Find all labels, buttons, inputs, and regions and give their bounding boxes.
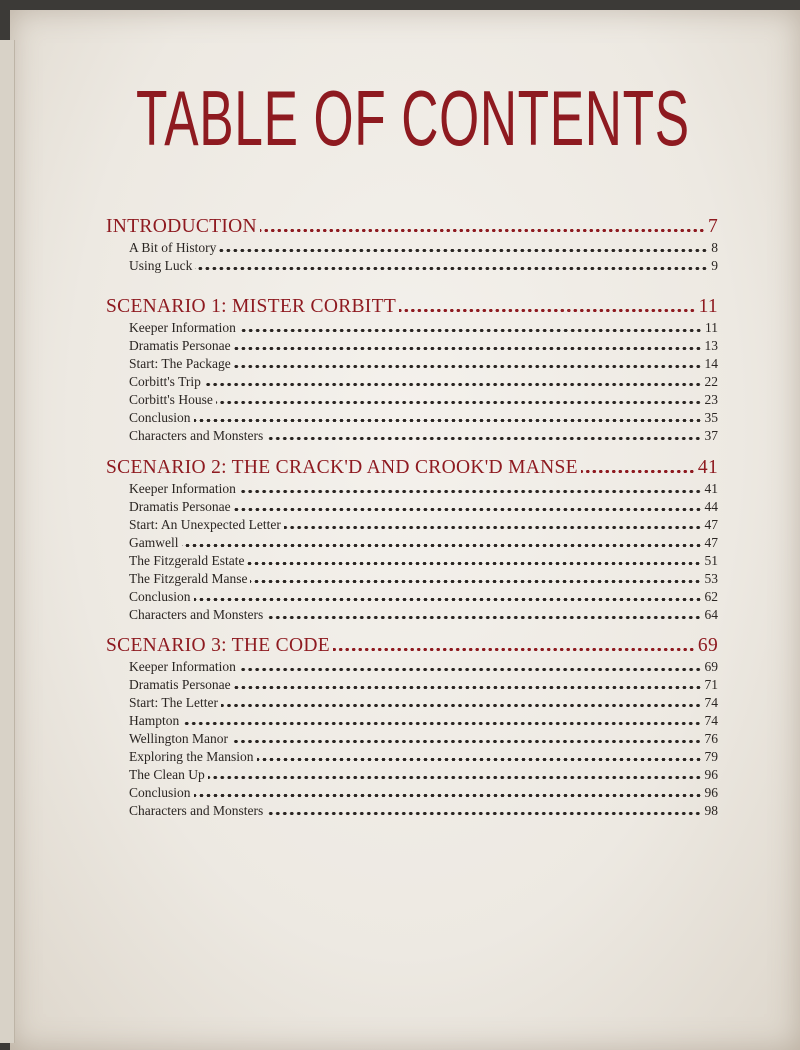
toc-section-heading[interactable] (106, 634, 718, 658)
entry-label: Characters and Monsters (129, 607, 264, 622)
dot-leader (195, 267, 708, 270)
entry-label: Characters and Monsters (129, 428, 264, 443)
entry-label: Dramatis Personae (129, 499, 231, 514)
page-number: 76 (704, 731, 718, 746)
section-title: SCENARIO 2: THE CRACK'D AND CROOK'D MANSE (106, 457, 578, 478)
toc-section (106, 295, 718, 445)
toc-entry[interactable] (106, 319, 718, 337)
page-number: 69 (704, 659, 718, 674)
toc-section (106, 634, 718, 820)
dot-leader (250, 580, 701, 583)
page-number: 22 (704, 374, 718, 389)
dot-leader (234, 347, 702, 350)
page-number: 71 (704, 677, 718, 692)
dot-leader (221, 704, 702, 707)
dot-leader (219, 249, 708, 252)
dot-leader (231, 740, 701, 743)
toc-entry[interactable] (106, 570, 718, 588)
toc-section-heading[interactable] (106, 456, 718, 480)
dot-leader (266, 616, 701, 619)
page-number: 47 (704, 517, 718, 532)
page-number: 62 (704, 589, 718, 604)
toc-entry[interactable] (106, 498, 718, 516)
dot-leader (333, 648, 695, 651)
toc-section (106, 215, 718, 275)
page-number: 44 (704, 499, 718, 514)
page-number: 96 (704, 767, 718, 782)
toc-entry[interactable] (106, 373, 718, 391)
entry-label: Conclusion (129, 410, 191, 425)
toc-entry[interactable] (106, 748, 718, 766)
entry-label: Start: The Package (129, 356, 231, 371)
page-number: 37 (704, 428, 718, 443)
toc-section (106, 456, 718, 624)
dot-leader (194, 598, 702, 601)
page-number: 11 (705, 320, 718, 335)
toc-section-heading[interactable] (106, 215, 718, 239)
toc-entry[interactable] (106, 694, 718, 712)
entry-label: Characters and Monsters (129, 803, 264, 818)
entry-label: Corbitt's Trip (129, 374, 201, 389)
toc-entry[interactable] (106, 409, 718, 427)
toc-entry[interactable] (106, 784, 718, 802)
dot-leader (234, 365, 702, 368)
page-number: 14 (704, 356, 718, 371)
page-number: 41 (704, 481, 718, 496)
entry-label: Dramatis Personae (129, 677, 231, 692)
page-number: 74 (704, 713, 718, 728)
entry-label: Keeper Information (129, 320, 236, 335)
toc-entry[interactable] (106, 355, 718, 373)
toc-entry[interactable] (106, 257, 718, 275)
page-number: 74 (704, 695, 718, 710)
page-number: 41 (697, 457, 718, 478)
page-number: 98 (704, 803, 718, 818)
entry-label: The Fitzgerald Manse (129, 571, 248, 586)
toc-entry[interactable] (106, 239, 718, 257)
toc-entry[interactable] (106, 802, 718, 820)
dot-leader (234, 508, 702, 511)
entry-label: Keeper Information (129, 481, 236, 496)
toc-entry[interactable] (106, 606, 718, 624)
section-title: SCENARIO 3: THE CODE (106, 635, 330, 656)
toc-entry[interactable] (106, 658, 718, 676)
dot-leader (234, 686, 702, 689)
page-number: 47 (704, 535, 718, 550)
page-number: 23 (704, 392, 718, 407)
page-number: 11 (698, 296, 718, 317)
entry-label: Conclusion (129, 589, 191, 604)
toc-entry[interactable] (106, 534, 718, 552)
entry-label: Conclusion (129, 785, 191, 800)
entry-label: Dramatis Personae (129, 338, 231, 353)
toc-entry[interactable] (106, 391, 718, 409)
toc-entry[interactable] (106, 337, 718, 355)
toc-entry[interactable] (106, 712, 718, 730)
dot-leader (182, 544, 702, 547)
dot-leader (399, 309, 696, 312)
entry-label: The Clean Up (129, 767, 205, 782)
dot-leader (204, 383, 702, 386)
dot-leader (216, 401, 702, 404)
dot-leader (266, 437, 701, 440)
dot-leader (239, 668, 702, 671)
page-number: 96 (704, 785, 718, 800)
page-edge (0, 40, 15, 1043)
page-number: 7 (707, 216, 718, 237)
page-title: TABLE OF CONTENTS (136, 74, 690, 162)
entry-label: The Fitzgerald Estate (129, 553, 245, 568)
dot-leader (266, 812, 701, 815)
entry-label: Wellington Manor (129, 731, 229, 746)
dot-leader (284, 526, 702, 529)
entry-label: Exploring the Mansion (129, 749, 254, 764)
toc-section-heading[interactable] (106, 295, 718, 319)
dot-leader (208, 776, 702, 779)
entry-label: Start: An Unexpected Letter (129, 517, 281, 532)
page-number: 64 (704, 607, 718, 622)
entry-label: A Bit of History (129, 240, 217, 255)
page-number: 13 (704, 338, 718, 353)
entry-label: Start: The Letter (129, 695, 218, 710)
dot-leader (182, 722, 701, 725)
page-number: 35 (704, 410, 718, 425)
page-number: 53 (704, 571, 718, 586)
section-title: INTRODUCTION (106, 216, 257, 237)
toc-entry[interactable] (106, 480, 718, 498)
dot-leader (194, 794, 702, 797)
entry-label: Gamwell (129, 535, 179, 550)
page-number: 69 (697, 635, 718, 656)
entry-label: Using Luck (129, 258, 193, 273)
entry-label: Hampton (129, 713, 180, 728)
entry-label: Corbitt's House (129, 392, 213, 407)
page-number: 51 (704, 553, 718, 568)
page-number: 9 (711, 258, 718, 273)
page-number: 79 (704, 749, 718, 764)
dot-leader (581, 470, 695, 473)
dot-leader (194, 419, 702, 422)
section-title: SCENARIO 1: MISTER CORBITT (106, 296, 397, 317)
toc-entry[interactable] (106, 730, 718, 748)
page-number: 8 (711, 240, 718, 255)
toc-entry[interactable] (106, 766, 718, 784)
dot-leader (247, 562, 701, 565)
dot-leader (239, 329, 702, 332)
toc-entry[interactable] (106, 676, 718, 694)
dot-leader (260, 229, 705, 232)
toc-entry[interactable] (106, 588, 718, 606)
toc-entry[interactable] (106, 552, 718, 570)
toc-entry[interactable] (106, 427, 718, 445)
dot-leader (257, 758, 702, 761)
dot-leader (239, 490, 702, 493)
entry-label: Keeper Information (129, 659, 236, 674)
toc-entry[interactable] (106, 516, 718, 534)
